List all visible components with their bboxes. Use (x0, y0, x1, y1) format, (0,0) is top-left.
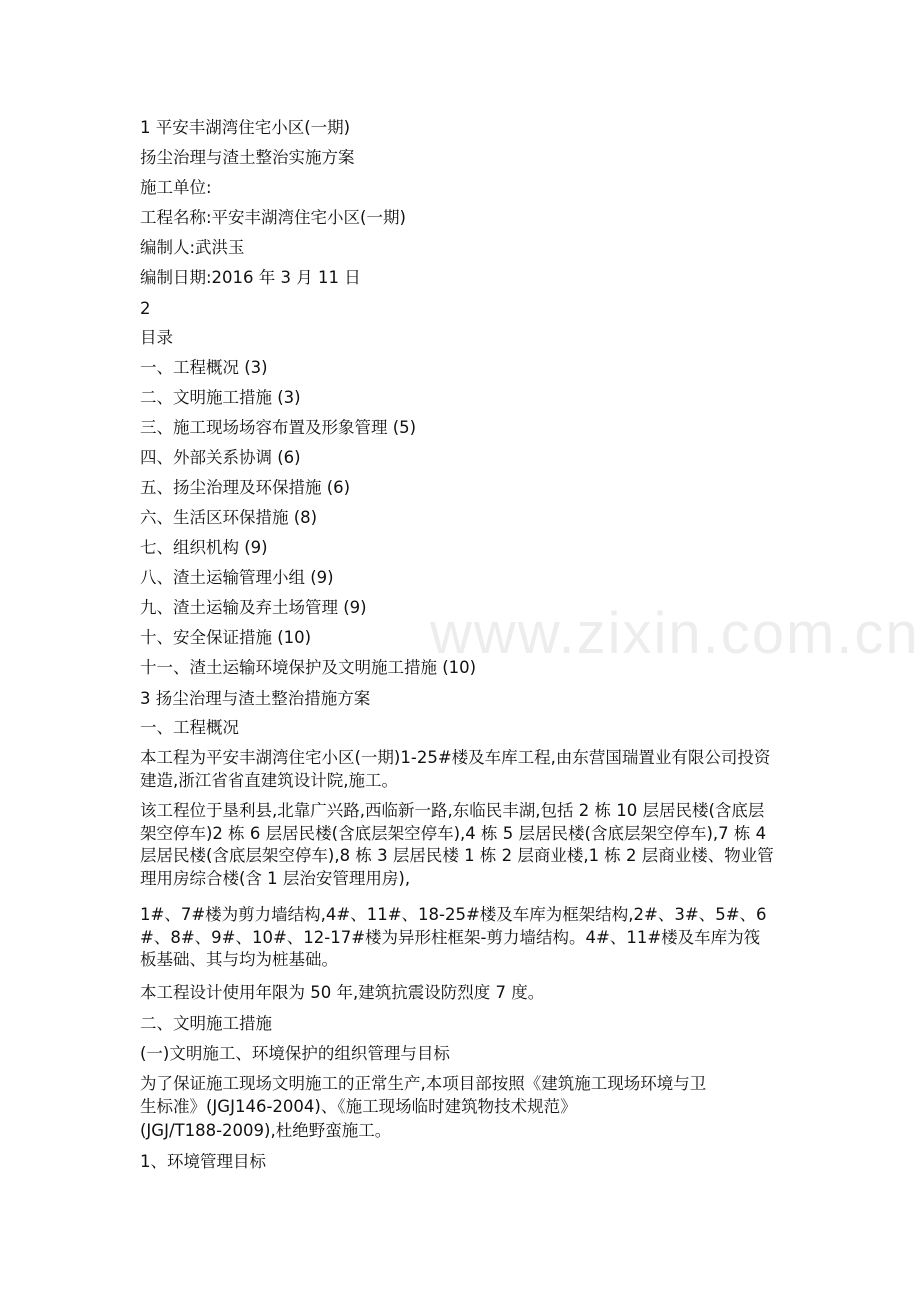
subsection-heading: (一)文明施工、环境保护的组织管理与目标 (140, 1044, 450, 1063)
section-number-3-title: 3 扬尘治理与渣土整治措施方案 (140, 689, 371, 708)
toc-heading: 目录 (140, 328, 173, 347)
paragraph-project-intro: 本工程为平安丰湖湾住宅小区(一期)1-25#楼及车库工程,由东营国瑞置业有限公司投资建造,浙江省省直建筑设计院,施工。 (140, 748, 771, 790)
page-number-2: 2 (140, 299, 151, 318)
toc-item: 七、组织机构 (9) (140, 538, 268, 557)
toc-item: 三、施工现场场容布置及形象管理 (5) (140, 418, 417, 437)
section-heading-civilized: 二、文明施工措施 (140, 1014, 272, 1033)
construction-unit: 施工单位: (140, 178, 212, 197)
toc-item: 六、生活区环保措施 (8) (140, 508, 318, 527)
document-title: 扬尘治理与渣土整治实施方案 (140, 148, 355, 167)
paragraph-location: 该工程位于垦利县,北靠广兴路,西临新一路,东临民丰湖,包括 2 栋 10 层居民楼(含底层架空停车)2 栋 6 层居民楼(含底层架空停车),4 栋 5 层居民楼(含底层架空停车),7 栋 4 层居民楼(含底层架空停车),8 栋 3 层居民楼 1 栋 2 层商业楼,1 栋 2 层商业楼、物业管理用房综合楼(含 1 层治安管理用房), (140, 801, 774, 888)
toc-item: 九、渣土运输及弃土场管理 (9) (140, 598, 367, 617)
toc-item: 八、渣土运输管理小组 (9) (140, 568, 334, 587)
env-target-heading: 1、环境管理目标 (140, 1152, 266, 1171)
paragraph-structure: 1#、7#楼为剪力墙结构,4#、11#、18-25#楼及车库为框架结构,2#、3#、5#、6#、8#、9#、10#、12-17#楼为异形柱框架-剪力墙结构。4#、11#楼及车库为筏板基础、其与均为桩基础。 (140, 905, 767, 969)
toc-item: 十一、渣土运输环境保护及文明施工措施 (10) (140, 658, 477, 677)
paragraph-standards-line: 为了保证施工现场文明施工的正常生产,本项目部按照《建筑施工现场环境与卫 (140, 1074, 707, 1093)
compiler: 编制人:武洪玉 (140, 238, 245, 257)
compile-date: 编制日期:2016 年 3 月 11 日 (140, 268, 361, 287)
toc-item: 十、安全保证措施 (10) (140, 628, 312, 647)
section-number-1-title: 1 平安丰湖湾住宅小区(一期) (140, 118, 351, 137)
toc-item: 一、工程概况 (3) (140, 358, 268, 377)
toc-item: 五、扬尘治理及环保措施 (6) (140, 478, 351, 497)
paragraph-standards-line: 生标准》(JGJ146-2004)、《施工现场临时建筑物技术规范》 (140, 1097, 577, 1116)
toc-item: 四、外部关系协调 (6) (140, 448, 301, 467)
paragraph-design-life: 本工程设计使用年限为 50 年,建筑抗震设防烈度 7 度。 (140, 983, 545, 1002)
paragraph-standards-line: (JGJ/T188-2009),杜绝野蛮施工。 (140, 1121, 392, 1140)
watermark: www.zixin.com.cn (430, 601, 920, 666)
section-heading-overview: 一、工程概况 (140, 718, 239, 737)
project-name: 工程名称:平安丰湖湾住宅小区(一期) (140, 208, 406, 227)
toc-item: 二、文明施工措施 (3) (140, 388, 301, 407)
